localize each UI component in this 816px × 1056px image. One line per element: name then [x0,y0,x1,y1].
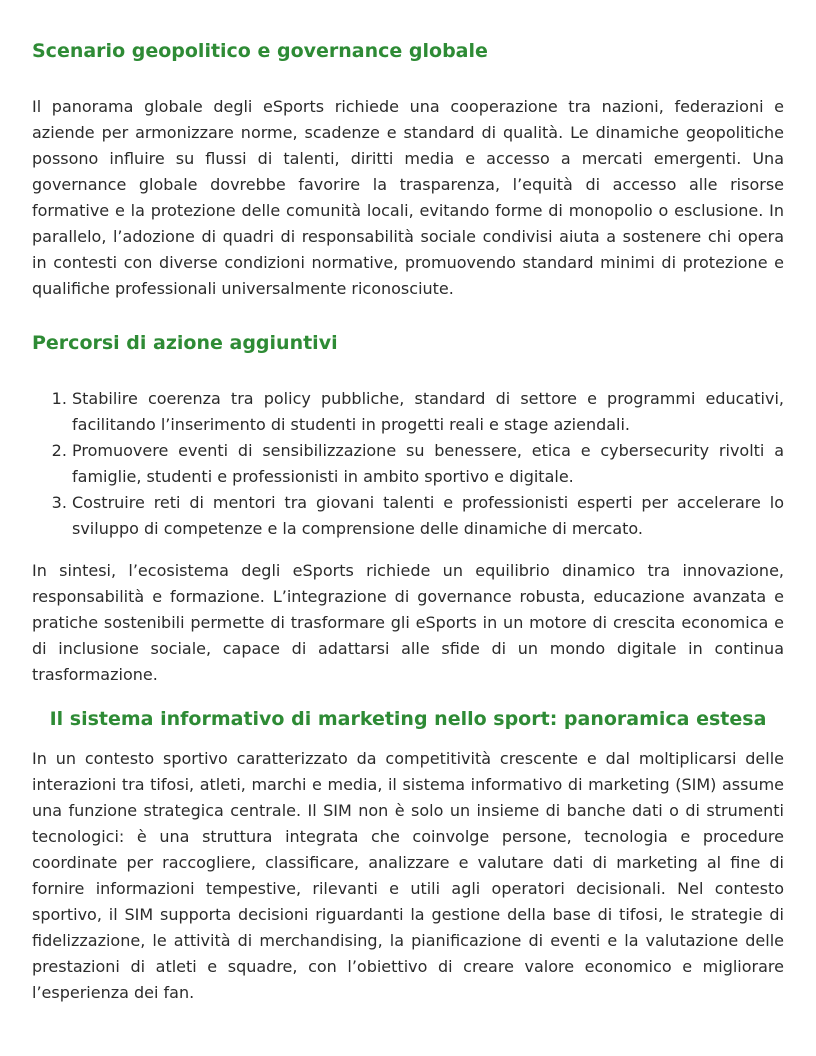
section-heading-marketing-information-system: Il sistema informativo di marketing nello sport: panoramica estesa [49,708,767,730]
list-item: 2. Promuovere eventi di sensibilizzazione su benessere, etica e cybersecurity rivolti a famiglie, studenti e professionisti in ambito sportivo e digitale. [72,438,784,490]
list-item: 1. Stabilire coerenza tra policy pubbliche, standard di settore e programmi educativi, facilitando l’inserimento di studenti in progetti reali e stage aziendali. [72,386,784,438]
paragraph-marketing-information-system: In un contesto sportivo caratterizzato da competitività crescente e dal moltiplicarsi delle interazioni tra tifosi, atleti, marchi e media, il sistema informativo di marketing (SIM) assume una funzione strategica centrale. Il SIM non è solo un insieme di banche dati o di strumenti tecnologici: è una struttura integrata che coinvolge persone, tecnologia e procedure coordinate per raccogliere, classificare, analizzare e valutare dati di marketing al fine di fornire informazioni tempestive, rilevanti e utili agli operatori decisionali. Nel contesto sportivo, il SIM supporta decisioni riguardanti la gestione della base di tifosi, le strategie di fidelizzazione, le attività di merchandising, la pianificazione di eventi e la valutazione delle prestazioni di atleti e squadre, con l’obiettivo di creare valore economico e migliorare l’esperienza dei fan. [32,749,784,1002]
paragraph-summary: In sintesi, l’ecosistema degli eSports richiede un equilibrio dinamico tra innovazione, responsabilità e formazione. L’integrazione di governance robusta, educazione avanzata e pratiche sostenibili permette di trasformare gli eSports in un motore di crescita economica e di inclusione sociale, capace di adattarsi alle sfide di un mondo digitale in continua trasformazione. [32,561,784,684]
section-heading-geopolitics: Scenario geopolitico e governance globale [32,40,488,62]
document-page [32,36,784,1006]
paragraph-geopolitics: Il panorama globale degli eSports richiede una cooperazione tra nazioni, federazioni e aziende per armonizzare norme, scadenze e standard di qualità. Le dinamiche geopolitiche possono influire su flussi di talenti, diritti media e accesso a mercati emergenti. Una governance globale dovrebbe favorire la trasparenza, l’equità di accesso alle risorse formative e la protezione delle comunità locali, evitando forme di monopolio o esclusione. In parallelo, l’adozione di quadri di responsabilità sociale condivisi aiuta a sostenere chi opera in contesti con diverse condizioni normative, promuovendo standard minimi di protezione e qualifiche professionali universalmente riconosciute. [32,97,784,298]
list-item: 3. Costruire reti di mentori tra giovani talenti e professionisti esperti per accelerare lo sviluppo di competenze e la comprensione delle dinamiche di mercato. [72,490,784,542]
action-list [32,386,784,542]
section-heading-action-paths: Percorsi di azione aggiuntivi [32,332,338,354]
